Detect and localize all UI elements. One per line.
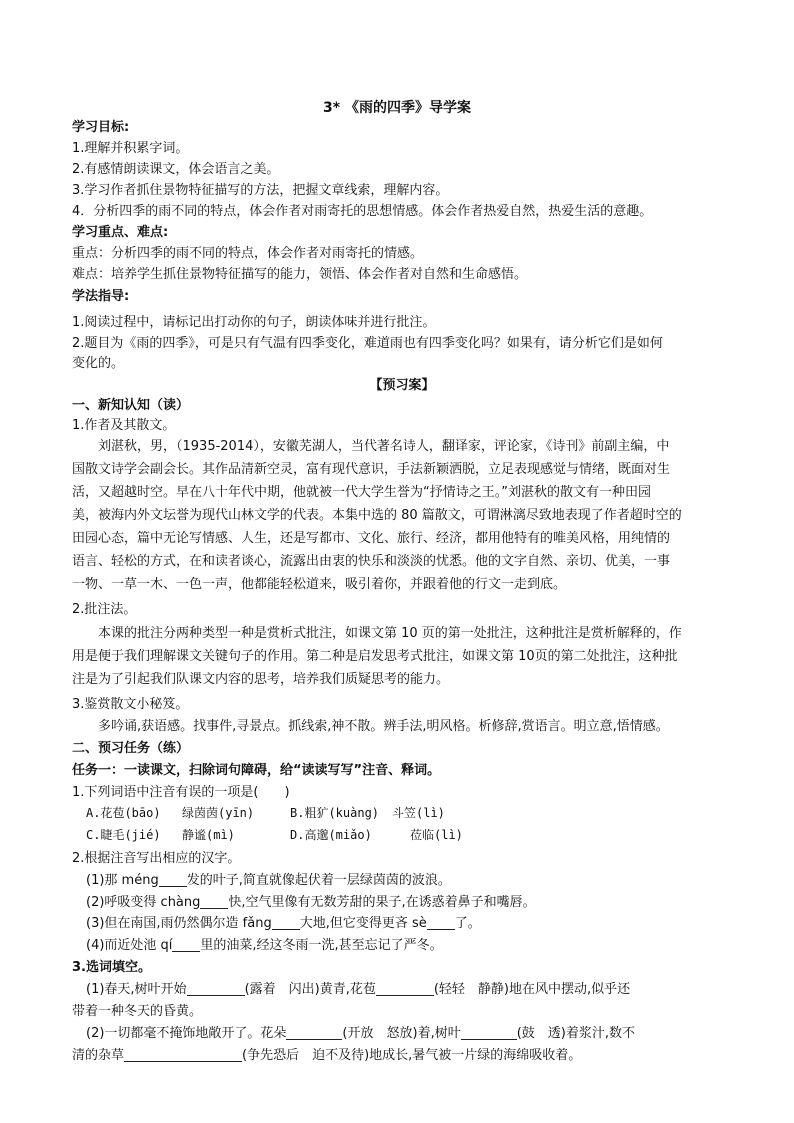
answer-blank[interactable] [172,937,200,952]
author-paragraph-line: 活，又超越时空。早在八十年代中期，他就被一代大学生誉为“抒情诗之王。”刘湛秋的散文有一种田园 [72,485,651,500]
q2-item-text: 里的油菜,经这冬雨一洗,甚至忘记了严冬。 [200,938,443,953]
q2-item-text: (1)那 méng [86,873,159,888]
q2-stem: 2.根据注音写出相应的汉字。 [72,851,241,866]
q3-text: 清的杂草 [72,1048,125,1063]
q2-item-text: 快,空气里像有无数芳甜的果子,在诱惑着鼻子和嘴唇。 [228,895,536,910]
section1-heading: 一、新知认知（读） [72,398,190,413]
q2-item [86,893,746,913]
q2-item [86,936,746,956]
answer-blank[interactable] [272,915,300,930]
q3-text: (1)春天,树叶开始 [86,982,187,997]
goals-heading: 学习目标: [72,120,130,135]
annotation-paragraph-line: 注是为了引起我们队课文内容的思考，培养我们质疑思考的能力。 [72,672,450,687]
answer-blank[interactable] [124,1047,242,1062]
key-point-difficulty: 难点：培养学生抓住景物特征描写的能力，领悟、体会作者对自然和生命感悟。 [72,267,528,282]
q3-line: 带着一种冬天的昏黄。 [72,1004,203,1019]
q2-item-text: 大地,但它变得更吝 sè [299,916,427,931]
goal-item: 3.学习作者抓住景物特征描写的方法，把握文章线索，理解内容。 [72,183,449,198]
q2-item-text: 发的叶子,简直就像起伏着一层绿茵茵的波浪。 [186,873,451,888]
q2-item-text: (4)而近处池 qí [86,938,173,953]
q1-option: C.睫毛(jié) [86,828,161,842]
q3-text: (轻轻 静静)地在风中摆动,似乎还 [433,982,631,997]
q1-option: 静谧(mì) [182,828,235,842]
section2-heading: 二、预习任务（练） [72,741,190,756]
author-paragraph-line: 国散文诗学会副会长。其作品清新空灵，富有现代意识，手法新颖洒脱，立足表现感觉与情绪，既面对生 [72,462,671,477]
q1-option: D.高邈(miǎo) [290,828,372,842]
answer-blank[interactable] [187,981,245,996]
method-item: 2.题目为《雨的四季》，可是只有气温有四季变化，难道雨也有四季变化吗？如果有，请分析它们是如何 [72,336,663,351]
q1-option: A.花苞(bāo) [86,806,161,820]
q1-options-row [72,803,732,823]
preview-heading: 【预习案】 [369,378,435,393]
goal-item: 4．分析四季的雨不同的特点，体会作者对雨寄托的思想情感。体会作者热爱自然，热爱生活的意趣。 [72,204,653,219]
q2-item-text: (2)呼吸变得 chàng [86,895,201,910]
key-point-focus: 重点：分析四季的雨不同的特点，体会作者对雨寄托的情感。 [72,246,424,261]
method-heading: 学法指导: [72,289,130,304]
answer-blank[interactable] [427,915,455,930]
q2-item-text: 了。 [454,916,481,931]
q3-text: (露着 闪出)黄青,花苞 [244,982,376,997]
q3-text: (争先恐后 迫不及待)地成长,暑气被一片绿的海绵吸收着。 [242,1048,582,1063]
answer-blank[interactable] [200,894,228,909]
q3-text: (2)一切都毫不掩饰地敞开了。花朵 [86,1026,287,1041]
answer-blank[interactable] [461,1025,517,1040]
method-item: 变化的。 [72,356,125,371]
author-paragraph-line: 一物、一草一木、一色一声，他都能轻松道来，吸引着你，并跟着他的行文一走到底。 [72,577,567,592]
page-title: 3* 《雨的四季》导学案 [323,100,471,116]
answer-blank[interactable] [159,872,187,887]
annotation-paragraph-line: 用是便于我们理解课文关键句子的作用。第二种是启发思考式批注，如课文第 10页的第二处批注，这种批 [72,649,678,664]
q3-line [86,980,746,1000]
key-points-heading: 学习重点、难点: [72,225,169,240]
author-paragraph-line: 语言、轻松的方式，在和读者谈心，流露出由衷的快乐和淡淡的忧悉。他的文字自然、亲切、优美，一事 [72,554,671,569]
goal-item: 2.有感情朗读课文，体会语言之美。 [72,162,280,177]
author-paragraph-line: 田园心态，篇中无论写情感、人生，还是写都市、文化、旅行、经济，都用他特有的唯美风格，用纯情的 [72,531,671,546]
annotation-heading: 2.批注法。 [72,602,137,617]
task1-heading: 任务一：一读课文，扫除词句障碍，给“读读写写”注音、释词。 [72,763,441,778]
tips-line: 多吟诵,获语感。找事件,寻景点。抓线索,神不散。辨手法,明风格。析修辞,赏语言。明立意,悟情感。 [98,719,669,734]
q2-item-text: (3)但在南国,雨仍然偶尔造 fǎng [86,916,272,931]
author-heading: 1.作者及其散文。 [72,418,176,433]
q2-item [86,914,746,934]
q3-text: (开放 怒放)着,树叶 [342,1026,461,1041]
q1-stem: 1.下列词语中注音有误的一项是( ) [72,785,290,800]
method-item: 1.阅读过程中，请标记出打动你的句子，朗读体味并进行批注。 [72,315,436,330]
author-paragraph-line: 美，被海内外文坛誉为现代山林文学的代表。本集中选的 80 篇散文，可谓淋漓尽致地表现了作者超时空的 [72,508,682,523]
q1-option: 斗笠(lì) [392,806,445,820]
tips-heading: 3.鉴赏散文小秘笈。 [72,697,189,712]
author-paragraph-line: 刘湛秋，男，（1935-2014），安徽芜湖人，当代著名诗人，翻译家，评论家，《诗刊》前副主编，中 [98,439,670,454]
answer-blank[interactable] [286,1025,342,1040]
goal-item: 1.理解并积累字词。 [72,141,189,156]
q3-text: (鼓 透)着浆汁,数不 [516,1026,635,1041]
q1-options-row [72,825,732,845]
q2-item [86,871,746,891]
q1-option: 绿茵茵(yīn) [182,806,255,820]
q3-line [72,1046,732,1066]
q1-option: B.粗犷(kuàng) [290,806,380,820]
q3-line [86,1024,746,1044]
answer-blank[interactable] [376,981,434,996]
q3-stem: 3.选词填空。 [72,960,151,975]
q1-option: 莅临(lì) [410,828,463,842]
annotation-paragraph-line: 本课的批注分两种类型一种是赏析式批注，如课文第 10 页的第一处批注，这种批注是赏析解释的，作 [98,626,682,641]
